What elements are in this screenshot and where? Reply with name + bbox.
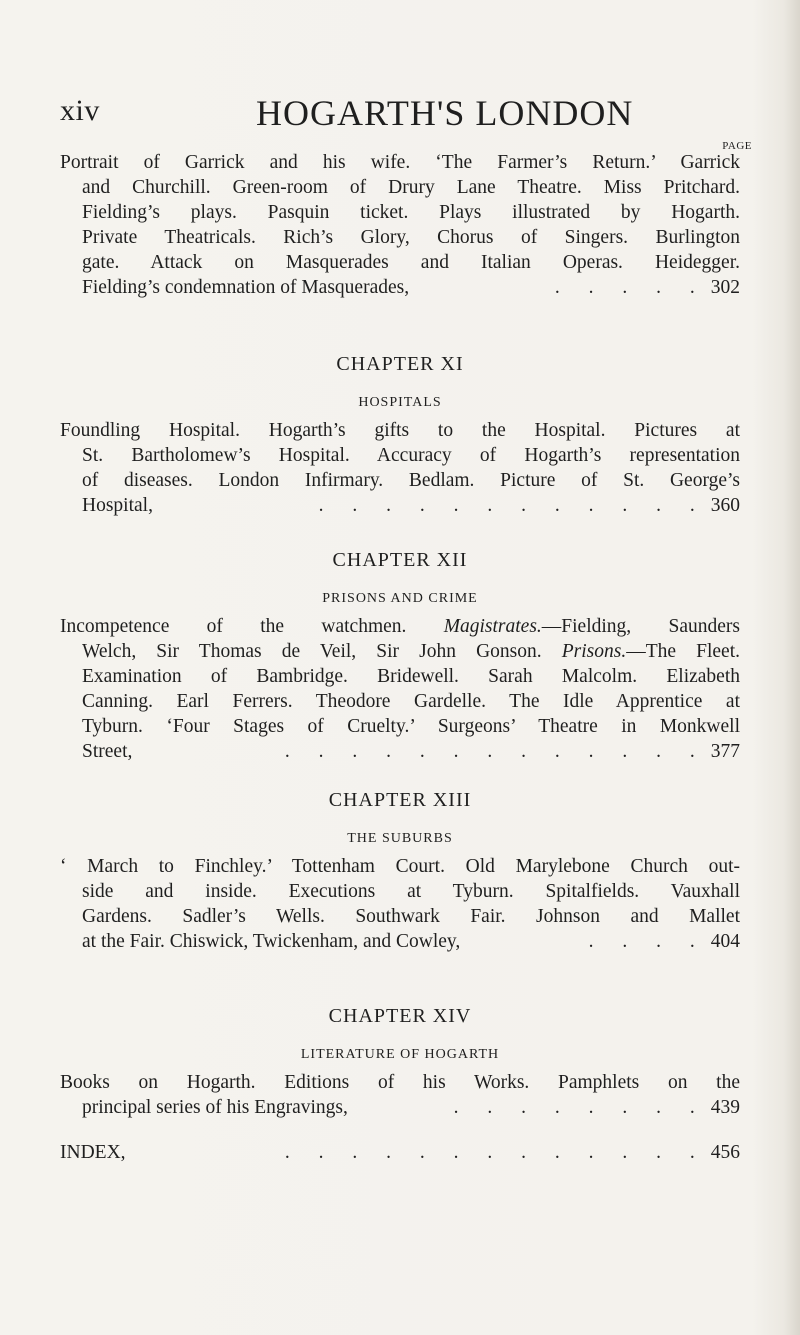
toc-entry-last-line: at the Fair. Chiswick, Twickenham, and Cowley, — [82, 931, 461, 952]
page-number: 456 — [710, 1142, 740, 1163]
toc-entry-line: of diseases. London Infirmary. Bedlam. Picture of St. George’s — [82, 470, 740, 491]
page-column-label: PAGE — [722, 140, 752, 152]
toc-leader-line — [82, 493, 740, 518]
toc-section — [60, 326, 740, 518]
toc-entry-last-line: Fielding’s condemnation of Masquerades, — [82, 277, 410, 298]
page-number: 439 — [710, 1097, 740, 1118]
dot-leader: . . . . . — [554, 277, 707, 298]
chapter-subtitle: HOSPITALS — [358, 395, 442, 410]
chapter-heading: CHAPTER XII — [332, 549, 468, 571]
toc-leader-line — [82, 929, 740, 954]
toc-entry-line: Tyburn. ‘Four Stages of Cruelty.’ Surgeons’ Theatre in Monkwell — [82, 716, 740, 737]
toc-section — [60, 522, 740, 764]
book-title: HOGARTH'S LONDON — [256, 93, 634, 133]
toc-entry-last-line: principal series of his Engravings, — [82, 1097, 348, 1118]
toc-entry — [60, 614, 741, 764]
toc-entry — [60, 1070, 740, 1120]
toc-leader-line — [82, 1095, 740, 1120]
running-head — [60, 92, 760, 132]
toc-leader-line — [82, 739, 740, 764]
toc-section — [60, 150, 740, 300]
chapter-subtitle: LITERATURE OF HOGARTH — [300, 1047, 500, 1062]
page-folio: xiv — [60, 94, 100, 127]
toc-entry-line: St. Bartholomew’s Hospital. Accuracy of Hogarth’s representation — [82, 445, 740, 466]
toc-entry-last-line: Street, — [82, 741, 133, 762]
toc-entry-line: Gardens. Sadler’s Wells. Southwark Fair. Johnson and Mallet — [82, 906, 740, 927]
toc-entry-line: Fielding’s plays. Pasquin ticket. Plays illustrated by Hogarth. — [82, 202, 740, 223]
toc-entry-line: Portrait of Garrick and his wife. ‘The Farmer’s Return.’ Garrick — [60, 152, 740, 173]
dot-leader: . . . . . . . . . . . . . — [284, 741, 707, 762]
toc-entry-line: gate. Attack on Masquerades and Italian Operas. Heidegger. — [82, 252, 740, 273]
chapter-heading: CHAPTER XI — [336, 353, 464, 375]
toc-entry-line: Foundling Hospital. Hogarth’s gifts to the Hospital. Pictures at — [60, 420, 740, 441]
toc-leader-line — [82, 275, 740, 300]
chapter-heading: CHAPTER XIV — [328, 1005, 472, 1027]
toc-entry-line: side and inside. Executions at Tyburn. Spitalfields. Vauxhall — [82, 881, 740, 902]
page-number: 360 — [710, 495, 740, 516]
chapter-subtitle: THE SUBURBS — [347, 831, 453, 846]
toc-entry-line: Examination of Bambridge. Bridewell. Sarah Malcolm. Elizabeth — [82, 666, 740, 687]
toc-entry-last-line: Hospital, — [82, 495, 153, 516]
chapter-subtitle: PRISONS AND CRIME — [322, 591, 478, 606]
index-label: INDEX, — [60, 1142, 126, 1163]
page-number: 302 — [710, 277, 740, 298]
toc-entry-line: and Churchill. Green-room of Drury Lane Theatre. Miss Pritchard. — [82, 177, 740, 198]
toc-entry-line: Private Theatricals. Rich’s Glory, Chorus of Singers. Burlington — [82, 227, 740, 248]
toc-entry-line: Incompetence of the watchmen. Magistrates.—Fielding, Saunders — [60, 616, 740, 637]
toc-entry-line: ‘ March to Finchley.’ Tottenham Court. Old Marylebone Church out- — [60, 856, 740, 877]
toc-entry — [60, 150, 740, 300]
toc-entry-line: Canning. Earl Ferrers. Theodore Gardelle. The Idle Apprentice at — [82, 691, 740, 712]
page-number: 377 — [710, 741, 740, 762]
toc-entry-line: Books on Hogarth. Editions of his Works. Pamphlets on the — [60, 1072, 740, 1093]
toc-entry-line: Welch, Sir Thomas de Veil, Sir John Gonson. Prisons.—The Fleet. — [82, 641, 741, 662]
index-entry — [60, 1140, 740, 1165]
dot-leader: . . . . . . . . . . . . — [318, 495, 707, 516]
toc-entry — [60, 418, 740, 518]
dot-leader: . . . . . . . . — [453, 1097, 707, 1118]
toc-entry — [60, 854, 740, 954]
page-number: 404 — [710, 931, 740, 952]
dot-leader: . . . . — [588, 931, 707, 952]
toc-section — [60, 762, 740, 954]
chapter-heading: CHAPTER XIII — [328, 789, 472, 811]
dot-leader: . . . . . . . . . . . . . — [284, 1142, 707, 1163]
toc-section — [60, 978, 740, 1120]
